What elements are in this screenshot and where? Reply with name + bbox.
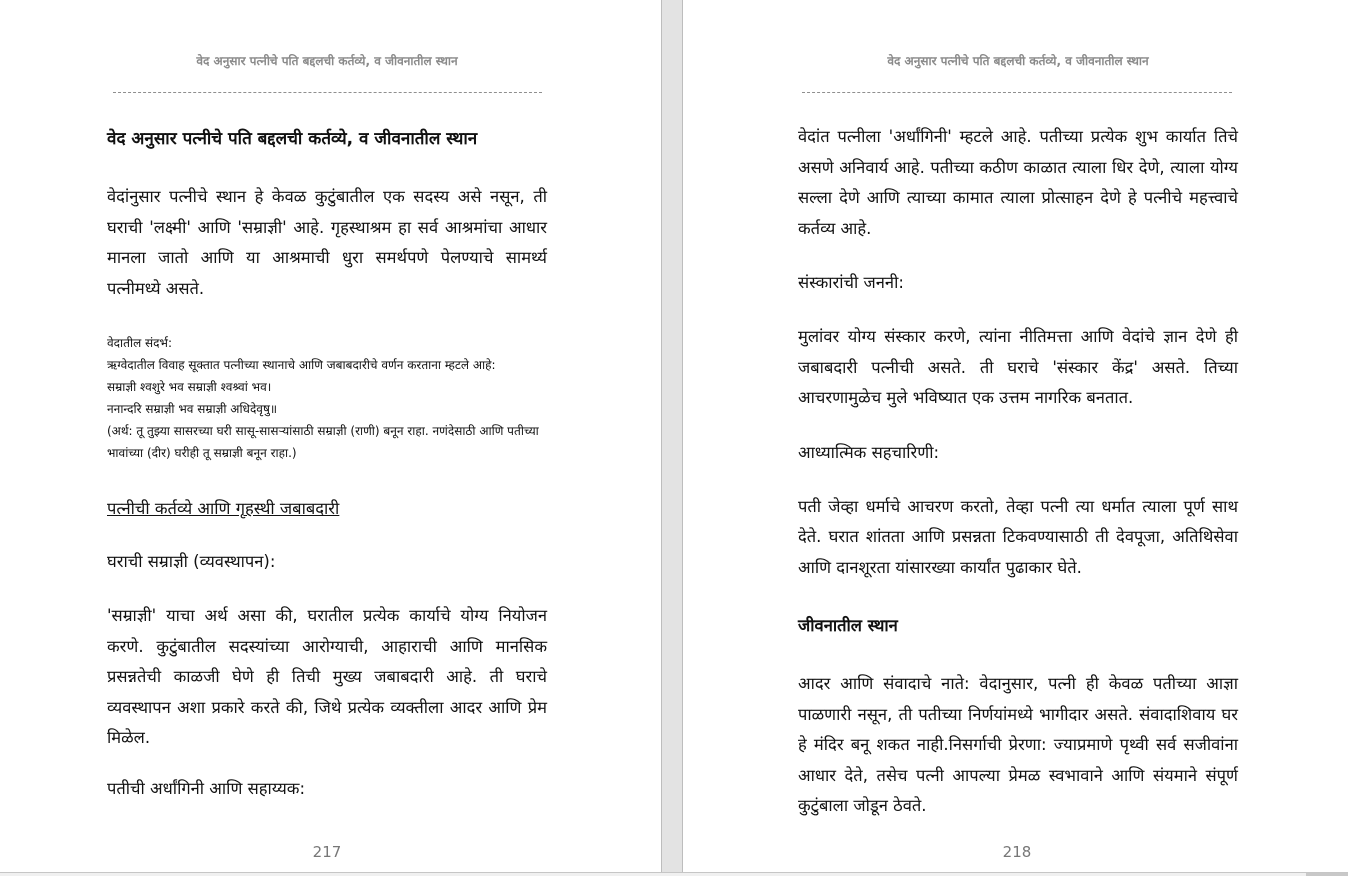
paragraph-ardhangini: वेदांत पत्नीला 'अर्धांगिनी' म्हटले आहे. पतीच्या प्रत्येक शुभ कार्यात तिचे असणे अनिवार्य आहे. पतीच्या कठीण काळात त्याला धिर देणे, त्याला योग्य सल्ला देणे आणि त्याच्या कामात त्याला प्रोत्साहन देणे हे पत्नीचे महत्त्वाचे कर्तव्य आहे.	[798, 127, 1238, 238]
page-content	[107, 126, 547, 802]
subheading-home-management: घराची सम्राज्ञी (व्यवस्थापन):	[107, 552, 276, 571]
section-heading: पत्नीची कर्तव्ये आणि गृहस्थी जबाबदारी	[107, 499, 340, 518]
paragraph-place-in-life: आदर आणि संवादाचे नाते: वेदानुसार, पत्नी ही केवळ पतीच्या आज्ञा पाळणारी नसून, ती पतीच्या निर्णयांमध्ये भागीदार असते. संवादाशिवाय घर हे मंदिर बनू शकत नाही.निसर्गाची प्रेरणा: ज्याप्रमाणे पृथ्वी सर्व सजीवांना आधार देते, तसेच पत्नी आपल्या प्रेमळ स्वभावाने आणि संयमाने संपूर्ण कुटुंबाला जोडून ठेवते.	[798, 674, 1238, 815]
verse-meaning: (अर्थ: तू तुझ्या सासरच्या घरी सासू-सासऱ्यांसाठी सम्राज्ञी (राणी) बनून राहा. नणंदेसाठी आणि पतीच्या भावांच्या (दीर) घरीही तू सम्राज्ञी बनून राहा.)	[107, 424, 539, 460]
page-number: 218	[1002, 843, 1032, 861]
reference-line: ऋग्वेदातील विवाह सूक्तात पत्नीच्या स्थानाचे आणि जबाबदारीचे वर्णन करताना म्हटले आहे:	[107, 358, 496, 372]
reference-label: वेदातील संदर्भ:	[107, 336, 173, 350]
header-separator	[802, 92, 1232, 93]
header-separator	[113, 92, 542, 93]
page-number: 217	[312, 843, 342, 861]
section-heading: जीवनातील स्थान	[798, 616, 898, 635]
page-content	[798, 122, 1238, 822]
page-217	[0, 0, 661, 872]
page-title: वेद अनुसार पत्नीचे पति बद्दलची कर्तव्ये, व जीवनातील स्थान	[107, 129, 478, 149]
horizontal-scrollbar[interactable]	[0, 872, 1348, 876]
page-218	[683, 0, 1348, 872]
running-header: वेद अनुसार पत्नीचे पति बद्दलची कर्तव्ये, व जीवनातील स्थान	[887, 54, 1149, 68]
subheading-ardhangini: पतीची अर्धांगिनी आणि सहाय्यक:	[107, 778, 306, 798]
sanskrit-verse-line: ननान्दरि सम्राज्ञी भव सम्राज्ञी अधिदेवृषु॥	[107, 402, 278, 416]
running-header: वेद अनुसार पत्नीचे पति बद्दलची कर्तव्ये, व जीवनातील स्थान	[196, 54, 458, 68]
paragraph-home-management: 'सम्राज्ञी' याचा अर्थ असा की, घरातील प्रत्येक कार्याचे योग्य नियोजन करणे. कुटुंबातील सदस्यांच्या आरोग्याची, आहाराची आणि मानसिक प्रसन्नतेची काळजी घेणे ही तिची मुख्य जबाबदारी आहे. ती घराचे व्यवस्थापन अशा प्रकारे करते की, जिथे प्रत्येक व्यक्तीला आदर आणि प्रेम मिळेल.	[107, 606, 547, 747]
subheading-sanskar: संस्कारांची जननी:	[798, 273, 904, 292]
paragraph-spiritual: पती जेव्हा धर्माचे आचरण करतो, तेव्हा पत्नी त्या धर्मात त्याला पूर्ण साथ देते. घरात शांतता आणि प्रसन्नता टिकवण्यासाठी ती देवपूजा, अतिथिसेवा आणि दानशूरता यांसारख्या कार्यांत पुढाकार घेते.	[798, 496, 1238, 577]
vedic-reference-block	[107, 332, 547, 464]
subheading-spiritual: आध्यात्मिक सहचारिणी:	[798, 442, 940, 462]
paragraph-sanskar: मुलांवर योग्य संस्कार करणे, त्यांना नीतिमत्ता आणि वेदांचे ज्ञान देणे ही जबाबदारी पत्नीची असते. ती घराचे 'संस्कार केंद्र' असते. तिच्या आचरणामुळेच मुले भविष्यात एक उत्तम नागरिक बनतात.	[798, 327, 1238, 407]
page-gutter	[661, 0, 683, 872]
sanskrit-verse-line: सम्राज्ञी श्वशुरे भव सम्राज्ञी श्वश्र्वां भव।	[107, 380, 272, 394]
intro-paragraph: वेदांनुसार पत्नीचे स्थान हे केवळ कुटुंबातील एक सदस्य असे नसून, ती घराची 'लक्ष्मी' आणि 'सम्राज्ञी' आहे. गृहस्थाश्रम हा सर्व आश्रमांचा आधार मानला जातो आणि या आश्रमाची धुरा समर्थपणे पेलण्याचे सामर्थ्य पत्नीमध्ये असते.	[107, 187, 547, 298]
